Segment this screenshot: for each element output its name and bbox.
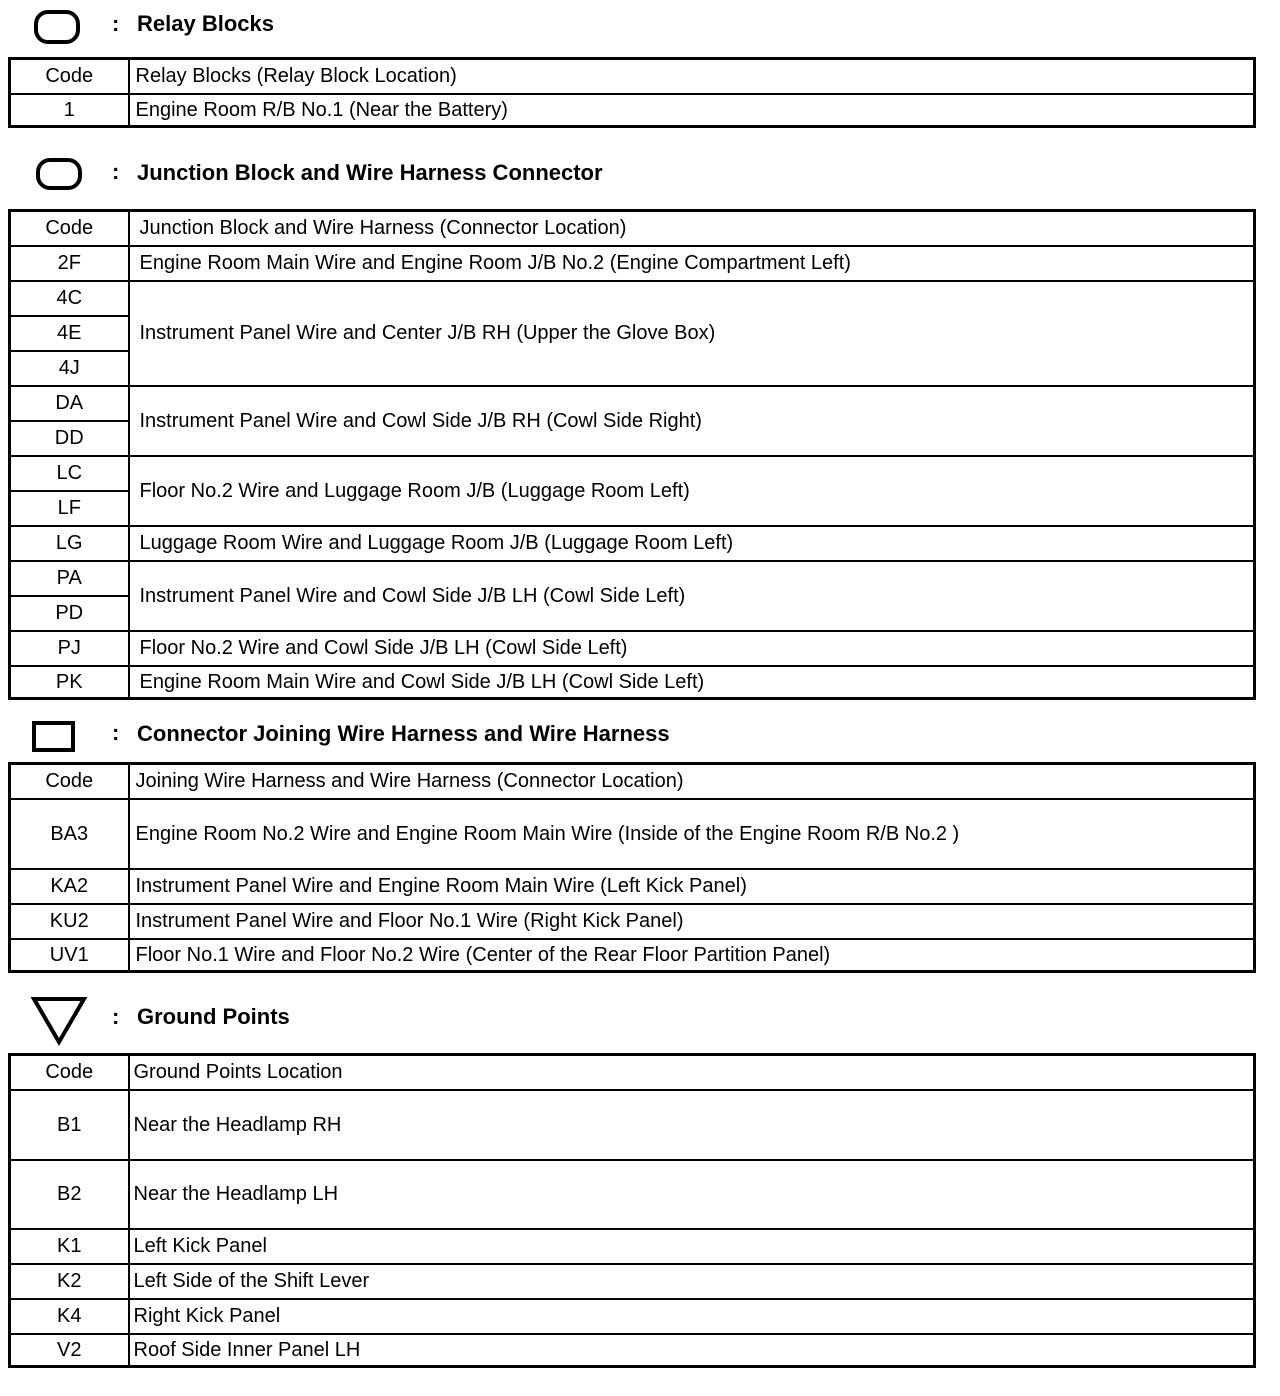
code-cell: LF [10,491,129,526]
location-cell: Floor No.1 Wire and Floor No.2 Wire (Center of the Rear Floor Partition Panel) [129,939,1255,972]
table-row [10,1264,1255,1299]
table-header-row [10,1055,1255,1090]
table-row [10,456,1255,491]
code-cell: K2 [10,1264,129,1299]
table-row [10,869,1255,904]
code-cell: 4E [10,316,129,351]
location-cell: Floor No.2 Wire and Luggage Room J/B (Luggage Room Left) [129,456,1255,526]
code-cell: UV1 [10,939,129,972]
table-header-row [10,211,1255,246]
inverted-triangle-icon [30,996,88,1046]
table-header-row [10,764,1255,799]
code-cell: K1 [10,1229,129,1264]
connector-joining-table [8,762,1256,973]
rectangle-icon [32,721,75,752]
table-row [10,1299,1255,1334]
heading-colon: : [112,159,120,184]
code-header: Code [10,764,129,799]
code-cell: DA [10,386,129,421]
code-cell: 2F [10,246,129,281]
code-cell: BA3 [10,799,129,869]
code-header: Code [10,1055,129,1090]
code-cell: 4C [10,281,129,316]
location-cell: Left Kick Panel [129,1229,1255,1264]
location-cell: Engine Room R/B No.1 (Near the Battery) [129,94,1255,127]
connector-joining-heading [0,713,1280,753]
location-header: Joining Wire Harness and Wire Harness (Connector Location) [129,764,1255,799]
junction-block-table [8,209,1256,700]
location-cell: Luggage Room Wire and Luggage Room J/B (Luggage Room Left) [129,526,1255,561]
location-cell: Engine Room Main Wire and Cowl Side J/B LH (Cowl Side Left) [129,666,1255,699]
table-row [10,1334,1255,1367]
code-cell: PJ [10,631,129,666]
code-cell: B2 [10,1160,129,1229]
code-header: Code [10,211,129,246]
section-title: Ground Points [137,1004,290,1029]
code-cell: 4J [10,351,129,386]
location-cell: Instrument Panel Wire and Cowl Side J/B RH (Cowl Side Right) [129,386,1255,456]
location-cell: Near the Headlamp RH [129,1090,1255,1160]
code-cell: KU2 [10,904,129,939]
code-cell: V2 [10,1334,129,1367]
section-title: Relay Blocks [137,11,274,36]
table-row [10,1160,1255,1229]
rounded-rectangle-icon [34,10,80,44]
table-row [10,94,1255,127]
table-row [10,1090,1255,1160]
rounded-rectangle-icon [36,158,82,190]
heading-colon: : [112,720,120,745]
code-cell: K4 [10,1299,129,1334]
code-cell: PA [10,561,129,596]
code-cell: LG [10,526,129,561]
code-header: Code [10,59,129,94]
ground-points-heading [0,996,1280,1036]
code-cell: PD [10,596,129,631]
location-cell: Instrument Panel Wire and Floor No.1 Wire (Right Kick Panel) [129,904,1255,939]
location-cell: Floor No.2 Wire and Cowl Side J/B LH (Cowl Side Left) [129,631,1255,666]
section-title: Junction Block and Wire Harness Connector [137,160,603,185]
location-header: Junction Block and Wire Harness (Connector Location) [129,211,1255,246]
section-title: Connector Joining Wire Harness and Wire Harness [137,721,670,746]
location-cell: Near the Headlamp LH [129,1160,1255,1229]
location-cell: Instrument Panel Wire and Center J/B RH (Upper the Glove Box) [129,281,1255,386]
relay-blocks-heading [0,4,1280,44]
table-row [10,386,1255,421]
table-row [10,1229,1255,1264]
location-cell: Right Kick Panel [129,1299,1255,1334]
location-cell: Left Side of the Shift Lever [129,1264,1255,1299]
code-cell: LC [10,456,129,491]
table-row [10,799,1255,869]
table-row [10,246,1255,281]
table-row [10,281,1255,316]
code-cell: DD [10,421,129,456]
table-row [10,631,1255,666]
code-cell: B1 [10,1090,129,1160]
relay-blocks-table [8,57,1256,128]
table-row [10,526,1255,561]
table-row [10,939,1255,972]
table-row [10,666,1255,699]
junction-block-heading [0,152,1280,192]
location-cell: Engine Room Main Wire and Engine Room J/B No.2 (Engine Compartment Left) [129,246,1255,281]
location-cell: Engine Room No.2 Wire and Engine Room Main Wire (Inside of the Engine Room R/B No.2 ) [129,799,1255,869]
ground-points-table [8,1053,1256,1368]
code-cell: 1 [10,94,129,127]
location-cell: Instrument Panel Wire and Cowl Side J/B LH (Cowl Side Left) [129,561,1255,631]
location-cell: Roof Side Inner Panel LH [129,1334,1255,1367]
table-row [10,561,1255,596]
table-header-row [10,59,1255,94]
location-header: Ground Points Location [129,1055,1255,1090]
table-row [10,904,1255,939]
location-cell: Instrument Panel Wire and Engine Room Main Wire (Left Kick Panel) [129,869,1255,904]
heading-colon: : [112,1004,120,1029]
location-header: Relay Blocks (Relay Block Location) [129,59,1255,94]
code-cell: PK [10,666,129,699]
code-cell: KA2 [10,869,129,904]
heading-colon: : [112,11,120,36]
